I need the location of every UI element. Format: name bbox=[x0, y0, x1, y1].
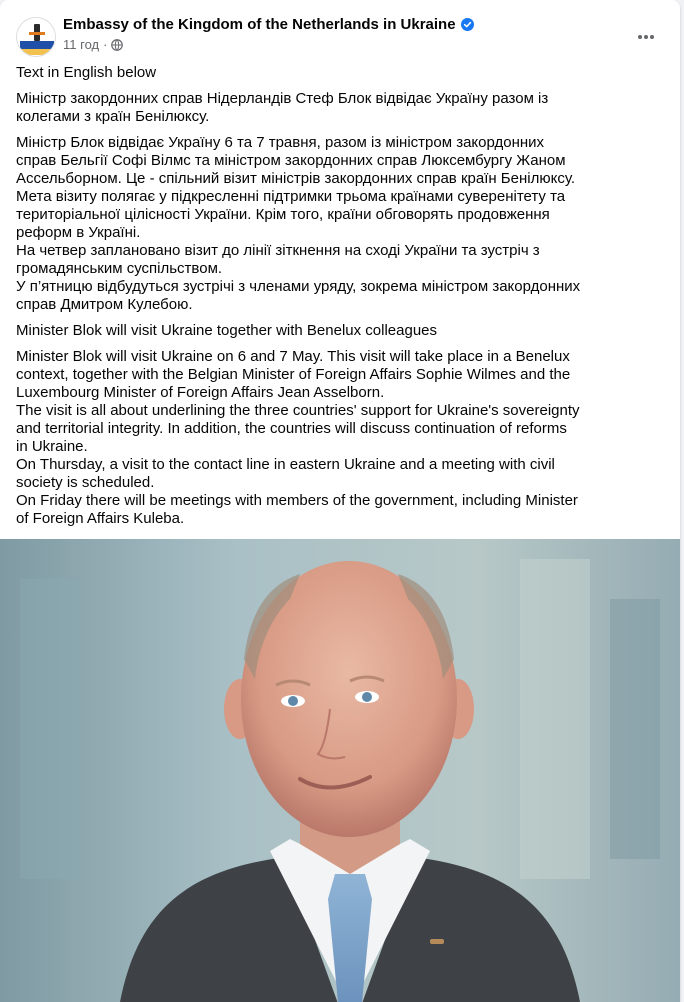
avatar[interactable] bbox=[16, 17, 56, 57]
post-text bbox=[16, 64, 666, 536]
page-name-label[interactable]: Embassy of the Kingdom of the Netherlands in Ukraine bbox=[63, 16, 456, 33]
globe-icon bbox=[111, 39, 123, 54]
verified-badge-icon bbox=[461, 18, 474, 35]
page-name[interactable] bbox=[63, 16, 474, 35]
post-paragraph-en-title: Minister Blok will visit Ukraine together with Benelux colleagues bbox=[16, 322, 438, 339]
post-paragraph-uk-body: Міністр Блок відвідає Україну 6 та 7 травня, разом із міністром закордонних справ Бельгії Софі Вілмс та міністром закордонних справ Люксембургу Жаном Ассельборном. Це - спільний візит міністрів закордонних справ країн Бенілюксу. Мета візиту полягає у підкресленні підтримки трьома країнами суверенітету та територіальної цілісності України. Крім того, країни обговорять продовження реформ в Україні. На четвер заплановано візит до лінії зіткнення на сході України та зустріч з громадянським суспільством. У п’ятницю відбудуться зустрічі з членами уряду, зокрема міністром закордонних справ Дмитром Кулебою. bbox=[16, 134, 581, 313]
post-paragraph-uk-title: Міністр закордонних справ Нідерландів Стеф Блок відвідає Україну разом із колегами з країн Бенілюксу. bbox=[16, 90, 549, 125]
post-photo[interactable] bbox=[0, 539, 680, 1002]
post-timestamp[interactable]: 11 год bbox=[63, 37, 100, 52]
post-paragraph-intro: Text in English below bbox=[16, 64, 157, 81]
post-paragraph-en-body: Minister Blok will visit Ukraine on 6 and 7 May. This visit will take place in a Benelux context, together with the Belgian Minister of Foreign Affairs Sophie Wilmes and the Luxembourg Minister of Foreign Affairs Jean Asselborn. The visit is all about underlining the three countries' support for Ukraine's sovereignty and territorial integrity. In addition, the countries will discuss continuation of reforms in Ukraine. On Thursday, a visit to the contact line in eastern Ukraine and a meeting with civil society is scheduled. On Friday there will be meetings with members of the government, including Minister of Foreign Affairs Kuleba. bbox=[16, 348, 580, 527]
more-options-icon[interactable] bbox=[628, 19, 664, 55]
meta-separator: · bbox=[103, 37, 108, 52]
post-header bbox=[16, 13, 664, 57]
post-meta bbox=[63, 37, 123, 54]
